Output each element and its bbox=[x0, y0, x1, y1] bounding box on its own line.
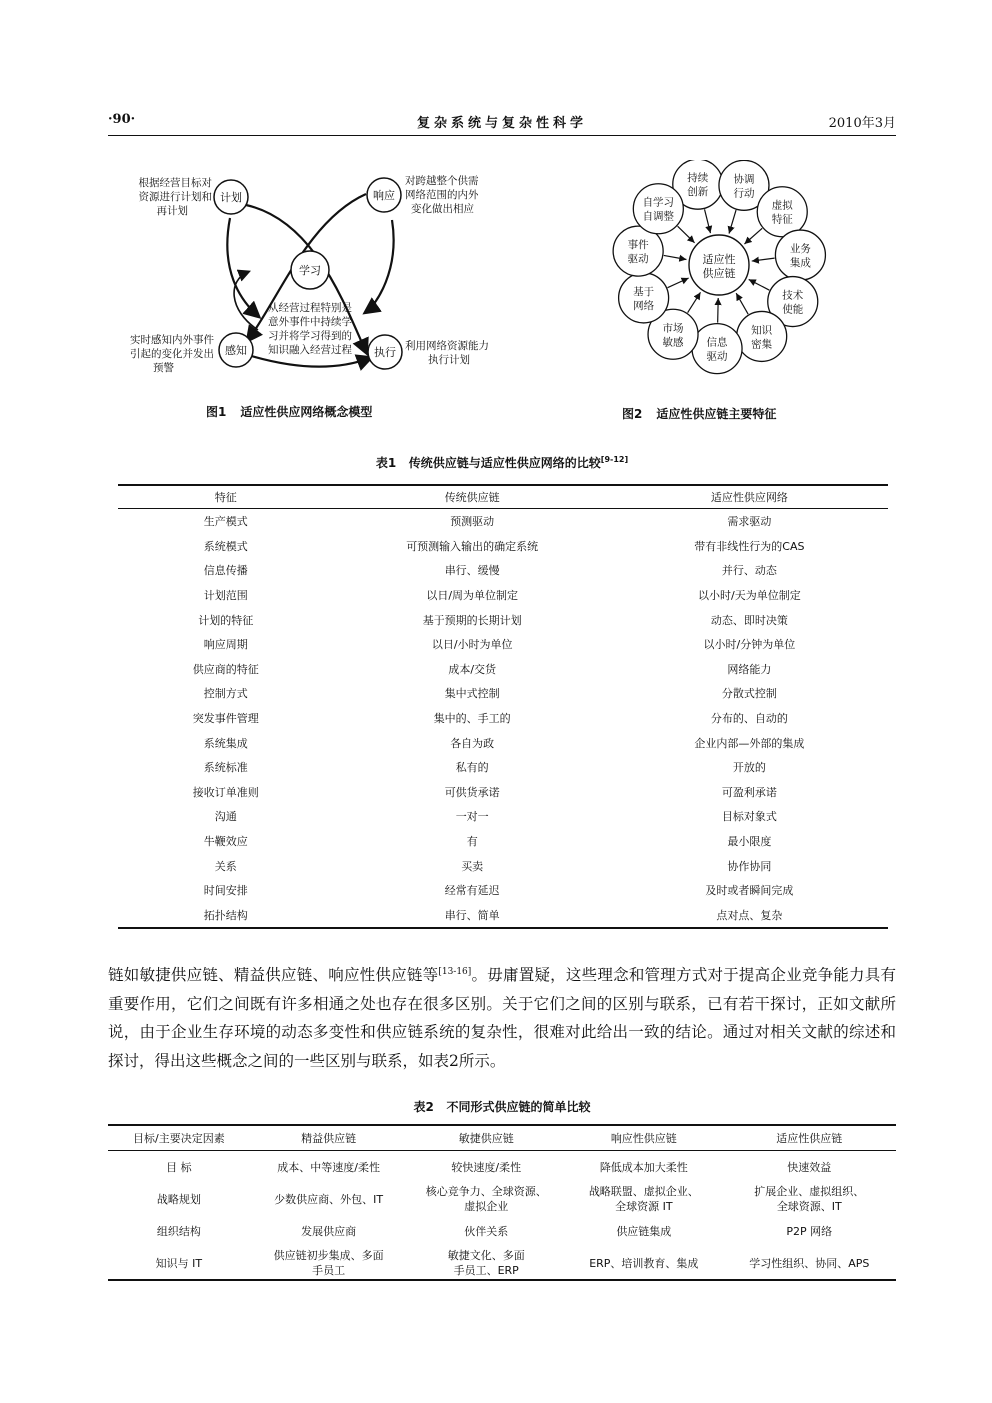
cell-line: 组织结构 bbox=[156, 1224, 201, 1238]
table-row bbox=[118, 903, 888, 929]
table-header-row bbox=[118, 485, 888, 509]
table-cell: 及时或者瞬间完成 bbox=[705, 884, 794, 898]
svg-text:根据经营目标对: 根据经营目标对 bbox=[138, 177, 212, 189]
table-cell: 以日/周为单位制定 bbox=[426, 589, 519, 603]
svg-text:再计划: 再计划 bbox=[156, 205, 188, 217]
column-header: 传统供应链 bbox=[444, 491, 500, 504]
table-cell: 沟通 bbox=[214, 810, 237, 824]
journal-title: 复杂系统与复杂性科学 bbox=[416, 116, 587, 131]
feature-arrow bbox=[736, 293, 748, 314]
table-cell bbox=[250, 1183, 408, 1215]
table-cell bbox=[407, 1183, 565, 1215]
annotation-learn bbox=[268, 301, 352, 356]
page-number: ·90· bbox=[108, 112, 136, 127]
svg-text:信息: 信息 bbox=[706, 336, 728, 349]
svg-text:习并将学习得到的: 习并将学习得到的 bbox=[268, 330, 352, 342]
table-cell bbox=[565, 1151, 723, 1184]
svg-text:知识融入经营过程: 知识融入经营过程 bbox=[268, 344, 352, 356]
svg-text:实时感知内外事件: 实时感知内外事件 bbox=[130, 334, 214, 346]
table-cell bbox=[250, 1215, 408, 1247]
cell-line: 学习性组织、协同、APS bbox=[749, 1256, 870, 1270]
table-row bbox=[118, 509, 888, 534]
table-cell: 响应周期 bbox=[203, 638, 248, 652]
table-cell: 开放的 bbox=[732, 761, 766, 775]
svg-text:网络: 网络 bbox=[633, 299, 655, 312]
table-cell: 串行、缓慢 bbox=[444, 564, 500, 578]
cell-line: 快速效益 bbox=[787, 1160, 832, 1174]
feature-arrow bbox=[688, 292, 701, 312]
svg-text:适应性: 适应性 bbox=[702, 253, 736, 266]
table-cell: 有 bbox=[466, 835, 478, 849]
table-header-row bbox=[108, 1125, 896, 1151]
table-cell: 计划范围 bbox=[203, 589, 248, 603]
svg-text:密集: 密集 bbox=[751, 338, 773, 351]
table-cell: 需求驱动 bbox=[727, 515, 772, 529]
table-cell: 最小限度 bbox=[727, 835, 772, 849]
center-node bbox=[689, 235, 749, 295]
table-cell: 带有非线性行为的CAS bbox=[694, 539, 805, 553]
cell-line: 知识与 IT bbox=[155, 1256, 203, 1270]
cell-line: 全球资源 IT bbox=[615, 1200, 673, 1213]
figure-1-diagram bbox=[108, 160, 528, 390]
svg-text:资源进行计划和: 资源进行计划和 bbox=[138, 191, 212, 203]
table-cell bbox=[723, 1215, 896, 1247]
table-cell: 以小时/天为单位制定 bbox=[698, 589, 801, 603]
cell-line: 手员工 bbox=[312, 1264, 346, 1277]
column-header: 响应性供应链 bbox=[610, 1131, 677, 1145]
svg-text:集成: 集成 bbox=[789, 257, 811, 270]
table-cell: 预测驱动 bbox=[450, 515, 495, 529]
svg-text:执行: 执行 bbox=[374, 346, 396, 359]
table-1-caption: 表1 传统供应链与适应性供应网络的比较[9-12] bbox=[375, 455, 629, 470]
svg-text:引起的变化并发出: 引起的变化并发出 bbox=[130, 348, 214, 360]
table-cell bbox=[565, 1247, 723, 1280]
feature-arrow bbox=[752, 258, 775, 261]
table-row bbox=[108, 1247, 896, 1280]
table-cell: 网络能力 bbox=[727, 662, 772, 676]
table-row bbox=[118, 681, 888, 706]
table-cell: 目标对象式 bbox=[721, 810, 777, 824]
table-cell: 分布的、自动的 bbox=[710, 712, 788, 726]
feature-node bbox=[692, 324, 742, 374]
svg-text:敏感: 敏感 bbox=[662, 336, 684, 349]
node-sense bbox=[219, 333, 253, 367]
table-cell bbox=[407, 1247, 565, 1280]
table-row bbox=[118, 534, 888, 559]
citation-ref: [13-16] bbox=[438, 967, 472, 977]
table-row bbox=[118, 804, 888, 829]
figure-2 bbox=[588, 160, 850, 394]
feature-arrow bbox=[749, 279, 770, 290]
cell-line: 供应链集成 bbox=[616, 1224, 672, 1238]
table-row bbox=[118, 853, 888, 878]
svg-text:预警: 预警 bbox=[153, 362, 174, 374]
table-cell: 供应商的特征 bbox=[192, 662, 259, 676]
table-1 bbox=[118, 484, 888, 929]
annotation-plan bbox=[139, 176, 213, 217]
cell-line: 扩展企业、虚拟组织、 bbox=[754, 1185, 865, 1198]
annotation-sense bbox=[130, 333, 214, 374]
svg-text:变化做出相应: 变化做出相应 bbox=[411, 203, 474, 215]
svg-text:执行计划: 执行计划 bbox=[428, 354, 470, 366]
table-cell: 拓扑结构 bbox=[203, 908, 248, 922]
table-row bbox=[108, 1183, 896, 1215]
svg-text:业务: 业务 bbox=[789, 243, 811, 256]
table-cell: 并行、动态 bbox=[721, 564, 777, 578]
cell-line: 伙伴关系 bbox=[464, 1224, 509, 1238]
feature-arrow bbox=[664, 255, 687, 259]
figure-2-caption: 图2 适应性供应链主要特征 bbox=[622, 407, 777, 421]
table-cell: 接收订单准则 bbox=[192, 785, 259, 799]
cell-line: 成本、中等速度/柔性 bbox=[277, 1160, 380, 1174]
cell-line: 发展供应商 bbox=[301, 1224, 357, 1238]
table-row bbox=[118, 730, 888, 755]
table-cell: 经常有延迟 bbox=[444, 884, 500, 898]
node-plan bbox=[214, 180, 248, 214]
svg-text:感知: 感知 bbox=[225, 344, 247, 357]
node-respond bbox=[367, 178, 401, 212]
table-2-caption: 表2 不同形式供应链的简单比较 bbox=[413, 1100, 591, 1114]
table-cell: 以日/小时为单位 bbox=[431, 638, 513, 652]
table-cell bbox=[407, 1215, 565, 1247]
svg-text:学习: 学习 bbox=[299, 264, 321, 277]
table-cell: 集中式控制 bbox=[444, 687, 500, 701]
curve-sense-up bbox=[234, 272, 258, 330]
table-row bbox=[108, 1215, 896, 1247]
svg-text:网络范围的内外: 网络范围的内外 bbox=[405, 189, 479, 201]
svg-text:驱动: 驱动 bbox=[706, 350, 728, 363]
table-cell bbox=[108, 1247, 250, 1280]
cell-line: 手员工、ERP bbox=[453, 1264, 519, 1277]
cell-line: 降低成本加大柔性 bbox=[599, 1160, 688, 1174]
svg-text:计划: 计划 bbox=[220, 191, 242, 204]
table-cell: 动态、即时决策 bbox=[710, 613, 788, 627]
table-row bbox=[118, 583, 888, 608]
table-row bbox=[118, 780, 888, 805]
table-cell bbox=[565, 1215, 723, 1247]
node-learn bbox=[291, 251, 329, 289]
table-row bbox=[118, 632, 888, 657]
table-row bbox=[118, 657, 888, 682]
annotation-respond bbox=[405, 174, 479, 215]
table-cell bbox=[108, 1151, 250, 1184]
table-cell: 牛鞭效应 bbox=[203, 835, 248, 849]
svg-text:自调整: 自调整 bbox=[642, 210, 675, 223]
svg-text:响应: 响应 bbox=[373, 189, 395, 202]
column-header: 适应性供应网络 bbox=[710, 491, 788, 504]
feature-node bbox=[633, 184, 683, 234]
svg-text:持续: 持续 bbox=[687, 172, 709, 185]
svg-text:从经营过程特别是: 从经营过程特别是 bbox=[268, 302, 352, 314]
table-cell: 分散式控制 bbox=[721, 687, 777, 701]
node-execute bbox=[368, 335, 402, 369]
svg-text:技术: 技术 bbox=[782, 289, 804, 302]
table-row bbox=[118, 829, 888, 854]
table-cell: 基于预期的长期计划 bbox=[422, 613, 522, 627]
svg-text:特征: 特征 bbox=[771, 213, 793, 226]
table-cell bbox=[565, 1183, 723, 1215]
svg-text:市场: 市场 bbox=[662, 322, 684, 335]
table-cell: 时间安排 bbox=[203, 884, 248, 898]
arc-sense-to-execute bbox=[248, 355, 370, 367]
feature-node bbox=[619, 273, 669, 323]
svg-text:利用网络资源能力: 利用网络资源能力 bbox=[405, 340, 489, 352]
table-cell: 企业内部—外部的集成 bbox=[694, 736, 805, 750]
table-cell: 突发事件管理 bbox=[192, 712, 259, 726]
table-cell: 一对一 bbox=[455, 810, 489, 824]
svg-text:使能: 使能 bbox=[782, 303, 804, 316]
svg-text:虚拟: 虚拟 bbox=[771, 199, 793, 212]
table-cell bbox=[108, 1215, 250, 1247]
feature-arrow bbox=[668, 278, 689, 288]
feature-arrow bbox=[718, 298, 719, 323]
svg-text:协调: 协调 bbox=[733, 173, 755, 186]
table-cell: 以小时/分钟为单位 bbox=[703, 638, 796, 652]
table-cell bbox=[723, 1247, 896, 1280]
svg-text:意外事件中持续学: 意外事件中持续学 bbox=[268, 316, 352, 328]
figure-2-diagram bbox=[588, 160, 850, 394]
feature-arrow bbox=[705, 209, 711, 233]
figure-1-caption: 图1 适应性供应网络概念模型 bbox=[206, 405, 373, 419]
cell-line: ERP、培训教育、集成 bbox=[589, 1256, 699, 1270]
curve-respond-down bbox=[366, 220, 394, 312]
table-cell: 系统模式 bbox=[203, 539, 248, 553]
table-row bbox=[118, 706, 888, 731]
table-cell: 关系 bbox=[214, 859, 237, 873]
table-row bbox=[118, 878, 888, 903]
column-header: 目标/主要决定因素 bbox=[133, 1131, 225, 1145]
cell-line: 敏捷文化、多面 bbox=[447, 1249, 525, 1262]
table-cell: 可预测输入输出的确定系统 bbox=[406, 539, 539, 553]
figure-1 bbox=[108, 160, 528, 390]
feature-arrow bbox=[678, 226, 695, 243]
cell-line: 少数供应商、外包、IT bbox=[274, 1192, 384, 1206]
table-cell: 系统集成 bbox=[203, 736, 248, 750]
column-header: 适应性供应链 bbox=[776, 1131, 843, 1145]
issue-date: 2010年3月 bbox=[828, 116, 896, 131]
svg-text:对跨越整个供需: 对跨越整个供需 bbox=[405, 175, 479, 187]
table-row bbox=[118, 558, 888, 583]
header-rule bbox=[108, 135, 896, 136]
cell-line: 供应链初步集成、多面 bbox=[273, 1249, 384, 1262]
cell-line: 战略联盟、虚拟企业、 bbox=[588, 1185, 699, 1198]
column-header: 特征 bbox=[214, 491, 237, 504]
table-cell bbox=[723, 1183, 896, 1215]
table-cell: 可供货承诺 bbox=[444, 785, 500, 799]
table-cell bbox=[723, 1151, 896, 1184]
table-2 bbox=[108, 1124, 896, 1281]
table-cell: 协作协同 bbox=[727, 859, 772, 873]
feature-node bbox=[757, 187, 807, 237]
svg-text:行动: 行动 bbox=[733, 187, 755, 200]
cell-line: P2P 网络 bbox=[786, 1224, 833, 1238]
running-header bbox=[108, 112, 896, 136]
annotation-execute bbox=[405, 339, 489, 366]
cell-line: 虚拟企业 bbox=[464, 1200, 509, 1213]
table-cell: 系统标准 bbox=[203, 761, 248, 775]
table-cell: 计划的特征 bbox=[198, 613, 254, 627]
cell-line: 目 标 bbox=[166, 1160, 192, 1174]
table-cell: 成本/交货 bbox=[448, 662, 497, 676]
svg-text:驱动: 驱动 bbox=[627, 253, 649, 266]
table-cell: 集中的、手工的 bbox=[433, 712, 511, 726]
svg-text:自学习: 自学习 bbox=[642, 196, 675, 209]
curve-plan-down bbox=[227, 218, 258, 316]
cell-line: 战略规划 bbox=[156, 1192, 201, 1206]
table-cell: 私有的 bbox=[455, 761, 489, 775]
cell-line: 较快速度/柔性 bbox=[451, 1160, 522, 1174]
svg-text:知识: 知识 bbox=[751, 324, 773, 337]
table-row bbox=[118, 607, 888, 632]
table-cell: 买卖 bbox=[461, 859, 484, 873]
svg-text:创新: 创新 bbox=[687, 186, 709, 199]
table-cell: 各自为政 bbox=[450, 736, 495, 750]
table-row bbox=[118, 755, 888, 780]
feature-node bbox=[775, 230, 825, 280]
table-cell: 可盈利承诺 bbox=[721, 785, 777, 799]
table-cell bbox=[250, 1151, 408, 1184]
feature-node bbox=[737, 311, 787, 361]
table-cell bbox=[108, 1183, 250, 1215]
svg-text:供应链: 供应链 bbox=[702, 267, 736, 280]
svg-text:事件: 事件 bbox=[627, 239, 649, 252]
cell-line: 核心竞争力、全球资源、 bbox=[425, 1185, 547, 1198]
column-header: 敏捷供应链 bbox=[458, 1131, 514, 1145]
table-cell: 生产模式 bbox=[203, 515, 248, 529]
table-cell: 点对点、复杂 bbox=[716, 908, 783, 922]
cell-line: 全球资源、IT bbox=[776, 1200, 842, 1213]
table-cell: 串行、简单 bbox=[444, 908, 500, 922]
table-cell bbox=[407, 1151, 565, 1184]
table-cell: 信息传播 bbox=[203, 564, 248, 578]
table-row bbox=[108, 1151, 896, 1184]
table-cell: 控制方式 bbox=[203, 687, 248, 701]
feature-arrow bbox=[729, 210, 736, 233]
feature-arrow bbox=[744, 228, 762, 244]
table-cell bbox=[250, 1247, 408, 1280]
column-header: 精益供应链 bbox=[301, 1131, 357, 1145]
svg-text:基于: 基于 bbox=[633, 285, 655, 298]
body-paragraph: 链如敏捷供应链、精益供应链、响应性供应链等[13-16]。毋庸置疑，这些理念和管理方式对于提高企业竞争能力具有重要作用，它们之间既有许多相通之处也存在很多区别。关于它们之间的区别与联系，已有若干探讨，正如文献所说，由于企业生存环境的动态多变性和供应链系统的复杂性，很难对此给出一致的结论。通过对相关文献的综述和探讨，得出这些概念之间的一些区别与联系，如表2所示。 bbox=[108, 966, 896, 1070]
